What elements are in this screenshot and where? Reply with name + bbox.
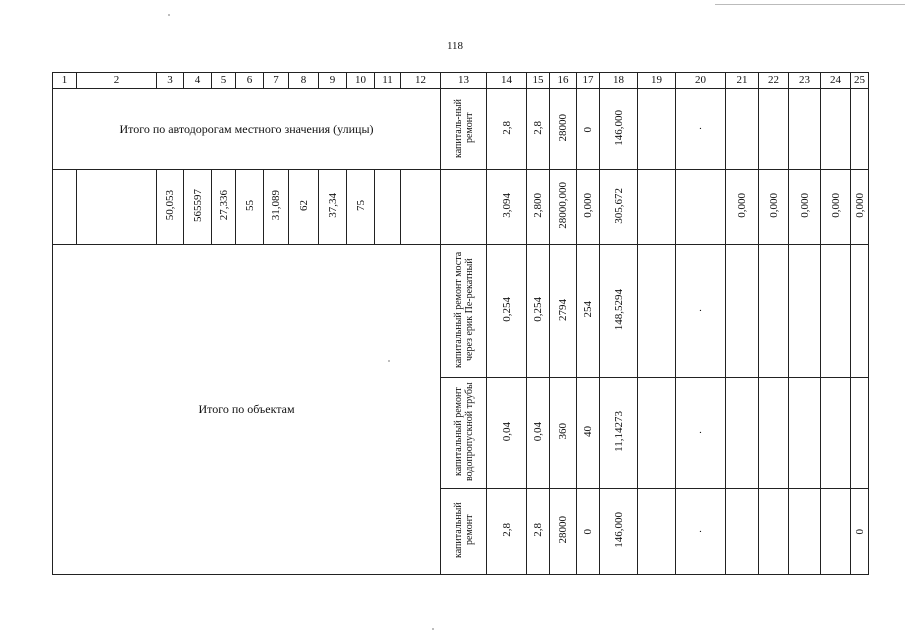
value: 55 xyxy=(243,200,256,211)
table-row-totals xyxy=(53,170,869,245)
col-header: 3 xyxy=(157,73,184,89)
cell-23 xyxy=(789,489,821,575)
cell-23 xyxy=(789,378,821,489)
col-header: 8 xyxy=(289,73,319,89)
cell-16 xyxy=(550,489,577,575)
value: 0 xyxy=(582,126,594,132)
cell-15 xyxy=(527,89,550,170)
work-type-text: капитальный ремонт xyxy=(452,502,475,558)
col-header: 9 xyxy=(319,73,347,89)
col-header: 6 xyxy=(236,73,264,89)
col-header: 19 xyxy=(638,73,676,89)
cell-19 xyxy=(638,378,676,489)
value: 0,000 xyxy=(829,193,842,218)
work-type-text: капиталь-ный ремонт xyxy=(452,97,475,158)
col-header: 14 xyxy=(487,73,527,89)
cell-17 xyxy=(577,170,600,245)
cell-25 xyxy=(851,489,869,575)
dot-mark: · xyxy=(698,305,703,317)
cell-11 xyxy=(375,170,401,245)
value: 62 xyxy=(297,200,310,211)
value: 146,000 xyxy=(612,512,625,548)
col-header: 1 xyxy=(53,73,77,89)
value: 305,672 xyxy=(612,187,625,224)
cell-14 xyxy=(487,378,527,489)
value: 28000 xyxy=(557,516,569,544)
cell-7 xyxy=(264,170,289,245)
col-header: 22 xyxy=(759,73,789,89)
cell-24 xyxy=(821,89,851,170)
cell-18 xyxy=(600,170,638,245)
cell-24 xyxy=(821,489,851,575)
col-header: 17 xyxy=(577,73,600,89)
cell-19 xyxy=(638,170,676,245)
cell-16 xyxy=(550,170,577,245)
cell-17 xyxy=(577,378,600,489)
cell-24 xyxy=(821,378,851,489)
summary-table xyxy=(52,72,869,575)
cell-21 xyxy=(726,245,759,378)
cell-18 xyxy=(600,245,638,378)
cell-17 xyxy=(577,489,600,575)
value: 0,000 xyxy=(767,193,780,218)
work-type-cell xyxy=(441,89,487,170)
cell-20 xyxy=(676,489,726,575)
cell-10 xyxy=(347,170,375,245)
cell-25 xyxy=(851,170,869,245)
col-header: 21 xyxy=(726,73,759,89)
cell-15 xyxy=(527,378,550,489)
cell-9 xyxy=(319,170,347,245)
value: 0,04 xyxy=(532,421,544,442)
table-row-roads xyxy=(53,89,869,170)
value: 2,8 xyxy=(500,523,513,537)
cell-18 xyxy=(600,89,638,170)
cell-16 xyxy=(550,245,577,378)
col-header: 2 xyxy=(77,73,157,89)
col-header: 23 xyxy=(789,73,821,89)
cell-22 xyxy=(759,378,789,489)
cell-21 xyxy=(726,89,759,170)
value: 254 xyxy=(582,301,594,318)
cell-16 xyxy=(550,89,577,170)
header-row xyxy=(53,73,869,89)
cell-21 xyxy=(726,170,759,245)
value: 11,14273 xyxy=(612,411,625,452)
work-type-text: капитальный ремонт водопропускной трубы xyxy=(452,382,475,481)
cell-14 xyxy=(487,170,527,245)
cell-19 xyxy=(638,89,676,170)
work-type-cell xyxy=(441,245,487,378)
cell-22 xyxy=(759,170,789,245)
cell-15 xyxy=(527,170,550,245)
value: 2,8 xyxy=(500,120,513,135)
table-row-bridge xyxy=(53,245,869,378)
objects-total-title: Итого по объектам xyxy=(53,245,441,575)
col-header: 4 xyxy=(184,73,212,89)
cell-14 xyxy=(487,89,527,170)
cell-25 xyxy=(851,89,869,170)
value: 0,000 xyxy=(582,193,594,218)
value: 0,254 xyxy=(500,297,513,322)
col-header: 18 xyxy=(600,73,638,89)
value: 148,5294 xyxy=(612,288,625,331)
cell-23 xyxy=(789,89,821,170)
value: 28000 xyxy=(557,113,569,142)
value: 37,34 xyxy=(326,193,339,218)
value: 0,000 xyxy=(798,193,811,218)
cell-24 xyxy=(821,170,851,245)
cell-17 xyxy=(577,245,600,378)
value: 0,04 xyxy=(500,421,513,442)
cell-25 xyxy=(851,245,869,378)
value: 565597 xyxy=(191,189,204,222)
cell-13 xyxy=(441,170,487,245)
cell-20 xyxy=(676,170,726,245)
scan-edge-line xyxy=(715,4,905,5)
scan-speck xyxy=(168,14,170,16)
value: 75 xyxy=(354,200,367,211)
col-header: 11 xyxy=(375,73,401,89)
col-header: 15 xyxy=(527,73,550,89)
cell-18 xyxy=(600,378,638,489)
roads-total-title: Итого по автодорогам местного значения (улицы) xyxy=(53,89,441,170)
col-header: 12 xyxy=(401,73,441,89)
cell-22 xyxy=(759,245,789,378)
work-type-cell xyxy=(441,489,487,575)
cell-5 xyxy=(212,170,236,245)
cell-21 xyxy=(726,378,759,489)
cell-4 xyxy=(184,170,212,245)
cell-21 xyxy=(726,489,759,575)
cell-12 xyxy=(401,170,441,245)
cell-17 xyxy=(577,89,600,170)
value: 0 xyxy=(582,529,594,535)
value: 2794 xyxy=(557,298,569,321)
value: 146,000 xyxy=(612,109,625,146)
cell-20 xyxy=(676,378,726,489)
cell-2 xyxy=(77,170,157,245)
work-type-cell xyxy=(441,378,487,489)
col-header: 24 xyxy=(821,73,851,89)
cell-1 xyxy=(53,170,77,245)
col-header: 25 xyxy=(851,73,869,89)
value: 2,800 xyxy=(532,193,544,218)
col-header: 10 xyxy=(347,73,375,89)
value: 2,8 xyxy=(532,523,544,537)
col-header: 20 xyxy=(676,73,726,89)
col-header: 7 xyxy=(264,73,289,89)
cell-6 xyxy=(236,170,264,245)
cell-15 xyxy=(527,245,550,378)
cell-14 xyxy=(487,489,527,575)
cell-23 xyxy=(789,245,821,378)
cell-16 xyxy=(550,378,577,489)
value: 28000,000 xyxy=(557,182,569,229)
value: 31,089 xyxy=(270,190,282,221)
scan-speck xyxy=(432,628,434,630)
cell-20 xyxy=(676,89,726,170)
cell-22 xyxy=(759,489,789,575)
cell-22 xyxy=(759,89,789,170)
value: 0,000 xyxy=(853,193,866,218)
value: 50,053 xyxy=(164,190,176,221)
cell-23 xyxy=(789,170,821,245)
value: 0 xyxy=(853,529,866,535)
cell-18 xyxy=(600,489,638,575)
cell-24 xyxy=(821,245,851,378)
col-header: 13 xyxy=(441,73,487,89)
cell-3 xyxy=(157,170,184,245)
value: 360 xyxy=(557,423,569,440)
work-type-text: капитальный ремонт моста через ерик Пе-рекатный xyxy=(452,251,475,368)
value: 40 xyxy=(582,426,594,437)
value: 3,094 xyxy=(500,193,513,218)
dot-mark: · xyxy=(698,123,703,135)
cell-19 xyxy=(638,245,676,378)
value: 0,000 xyxy=(736,193,748,218)
value: 2,8 xyxy=(532,120,544,135)
cell-20 xyxy=(676,245,726,378)
value: 0,254 xyxy=(532,297,544,322)
value: 27,336 xyxy=(217,190,230,221)
cell-8 xyxy=(289,170,319,245)
cell-15 xyxy=(527,489,550,575)
cell-14 xyxy=(487,245,527,378)
cell-25 xyxy=(851,378,869,489)
dot-mark: · xyxy=(698,525,703,538)
page-number: 118 xyxy=(446,40,464,52)
col-header: 16 xyxy=(550,73,577,89)
dot-mark: · xyxy=(698,427,703,439)
cell-19 xyxy=(638,489,676,575)
col-header: 5 xyxy=(212,73,236,89)
